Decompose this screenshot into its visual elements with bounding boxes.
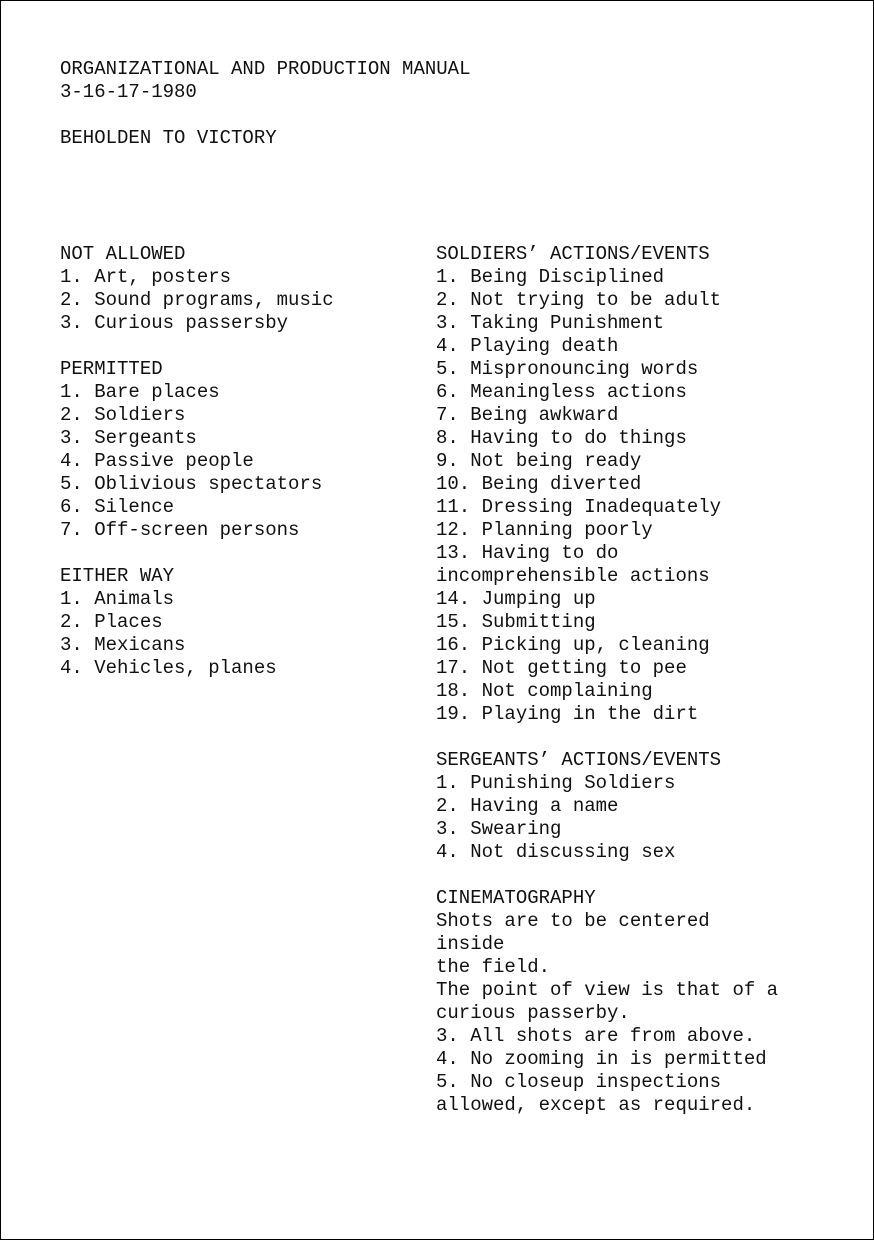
list-item: 4. Vehicles, planes (60, 657, 277, 679)
section-heading: EITHER WAY (60, 565, 175, 587)
list-item: 1. Animals (60, 588, 175, 610)
section-either-way (60, 565, 420, 680)
section-soldiers-actions (436, 243, 856, 726)
list-item: 4. Playing death (436, 335, 619, 357)
section-heading: SOLDIERS’ ACTIONS/EVENTS (436, 243, 710, 265)
list-item: 19. Playing in the dirt (436, 703, 699, 725)
section-heading: CINEMATOGRAPHY (436, 887, 596, 909)
section-heading: SERGEANTS’ ACTIONS/EVENTS (436, 749, 722, 771)
list-item: 12. Planning poorly (436, 519, 653, 541)
list-item: 10. Being diverted (436, 473, 642, 495)
right-column (436, 243, 856, 1117)
list-item: 6. Meaningless actions (436, 381, 687, 403)
list-item: 4. Not discussing sex (436, 841, 676, 863)
list-item: 1. Punishing Soldiers (436, 772, 676, 794)
list-item: 3. All shots are from above. (436, 1025, 756, 1047)
list-item: 3. Mexicans (60, 634, 186, 656)
list-item: 8. Having to do things (436, 427, 687, 449)
section-list (60, 588, 420, 680)
section-sergeants-actions (436, 749, 856, 864)
list-item: allowed, except as required. (436, 1094, 756, 1116)
section-heading: NOT ALLOWED (60, 243, 186, 265)
list-item: inside (436, 933, 505, 955)
list-item: 4. No zooming in is permitted (436, 1048, 767, 1070)
list-item: 1. Bare places (60, 381, 220, 403)
list-item: 18. Not complaining (436, 680, 653, 702)
list-item: 6. Silence (60, 496, 175, 518)
list-item: 7. Being awkward (436, 404, 619, 426)
list-item: 3. Swearing (436, 818, 562, 840)
list-item: 9. Not being ready (436, 450, 642, 472)
document-header (60, 58, 470, 104)
list-item: 2. Not trying to be adult (436, 289, 722, 311)
list-item: 17. Not getting to pee (436, 657, 687, 679)
list-item: 4. Passive people (60, 450, 254, 472)
list-item: 1. Being Disciplined (436, 266, 665, 288)
section-list (60, 381, 420, 542)
section-list (60, 266, 420, 335)
list-item: 3. Sergeants (60, 427, 197, 449)
list-item: 2. Soldiers (60, 404, 186, 426)
list-item: 3. Curious passersby (60, 312, 289, 334)
section-list (436, 910, 856, 1117)
list-item: 5. No closeup inspections (436, 1071, 722, 1093)
section-list (436, 772, 856, 864)
list-item: 14. Jumping up (436, 588, 596, 610)
list-item: 1. Art, posters (60, 266, 232, 288)
list-item: 2. Having a name (436, 795, 619, 817)
list-item: curious passerby. (436, 1002, 630, 1024)
list-item: The point of view is that of a (436, 979, 779, 1001)
section-cinematography (436, 887, 856, 1117)
list-item: the field. (436, 956, 551, 978)
section-not-allowed (60, 243, 420, 335)
section-heading: PERMITTED (60, 358, 163, 380)
list-item: 15. Submitting (436, 611, 596, 633)
list-item: incomprehensible actions (436, 565, 710, 587)
list-item: 5. Mispronouncing words (436, 358, 699, 380)
list-item: 3. Taking Punishment (436, 312, 665, 334)
list-item: 7. Off-screen persons (60, 519, 300, 541)
section-list (436, 266, 856, 726)
list-item: 16. Picking up, cleaning (436, 634, 710, 656)
list-item: 11. Dressing Inadequately (436, 496, 722, 518)
list-item: 5. Oblivious spectators (60, 473, 323, 495)
section-permitted (60, 358, 420, 542)
document-subtitle-block (60, 127, 277, 150)
document-title: ORGANIZATIONAL AND PRODUCTION MANUAL (60, 58, 471, 80)
document-date: 3-16-17-1980 (60, 81, 197, 103)
list-item: 13. Having to do (436, 542, 619, 564)
document-subtitle: BEHOLDEN TO VICTORY (60, 127, 277, 149)
left-column (60, 243, 420, 680)
list-item: 2. Sound programs, music (60, 289, 334, 311)
list-item: 2. Places (60, 611, 163, 633)
list-item: Shots are to be centered (436, 910, 710, 932)
